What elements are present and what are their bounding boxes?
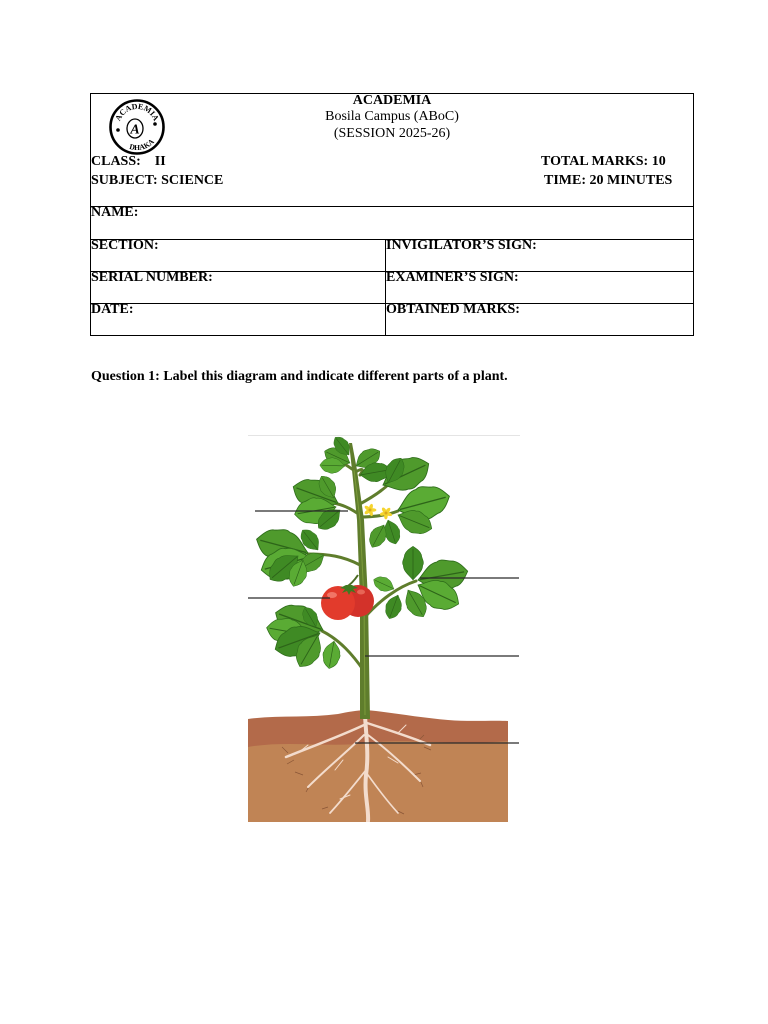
flower: [364, 503, 377, 516]
leaf-cluster-upper-left: [288, 472, 345, 534]
class-value: II: [154, 154, 166, 169]
total-marks: TOTAL MARKS: 10: [541, 154, 666, 169]
question-1: Question 1: Label this diagram and indicate different parts of a plant.: [91, 369, 508, 384]
logo-top-text: ACADEMIA: [113, 101, 161, 123]
campus-name: Bosila Campus (ABoC): [325, 109, 459, 124]
branch: [358, 483, 390, 505]
examiner-sign-label: EXAMINER’S SIGN:: [386, 270, 519, 285]
school-name: ACADEMIA: [352, 93, 432, 108]
soil-lower-layer: [248, 741, 508, 822]
leaf: [403, 546, 424, 580]
main-root: [365, 715, 368, 821]
branch: [344, 464, 352, 469]
logo-bottom-text: DHAKA: [128, 136, 156, 153]
obtained-marks-label: OBTAINED MARKS:: [386, 302, 520, 317]
plant-diagram: [248, 435, 520, 822]
section-field-label: SECTION:: [91, 238, 159, 253]
name-field-label: NAME:: [91, 205, 139, 220]
class-field: [91, 154, 166, 170]
subject: SUBJECT: SCIENCE: [91, 173, 224, 188]
tomato-highlight: [357, 590, 365, 595]
serial-number-label: SERIAL NUMBER:: [91, 270, 213, 285]
flower-center: [385, 512, 388, 515]
flower-center: [369, 509, 372, 512]
flower: [379, 507, 392, 520]
logo-center-letter: A: [130, 122, 140, 138]
invigilator-sign-label: INVIGILATOR’S SIGN:: [386, 238, 537, 253]
date-field-label: DATE:: [91, 302, 134, 317]
class-label: CLASS:: [91, 154, 141, 169]
tomato-highlight: [327, 592, 337, 598]
branch: [359, 511, 398, 517]
leaf-cluster-middle-right: [371, 546, 471, 621]
session: (SESSION 2025-26): [333, 126, 451, 141]
table-row-divider: [90, 206, 694, 207]
exam-time: TIME: 20 MINUTES: [544, 173, 673, 188]
leaf-cluster-middle-left: [252, 523, 328, 589]
